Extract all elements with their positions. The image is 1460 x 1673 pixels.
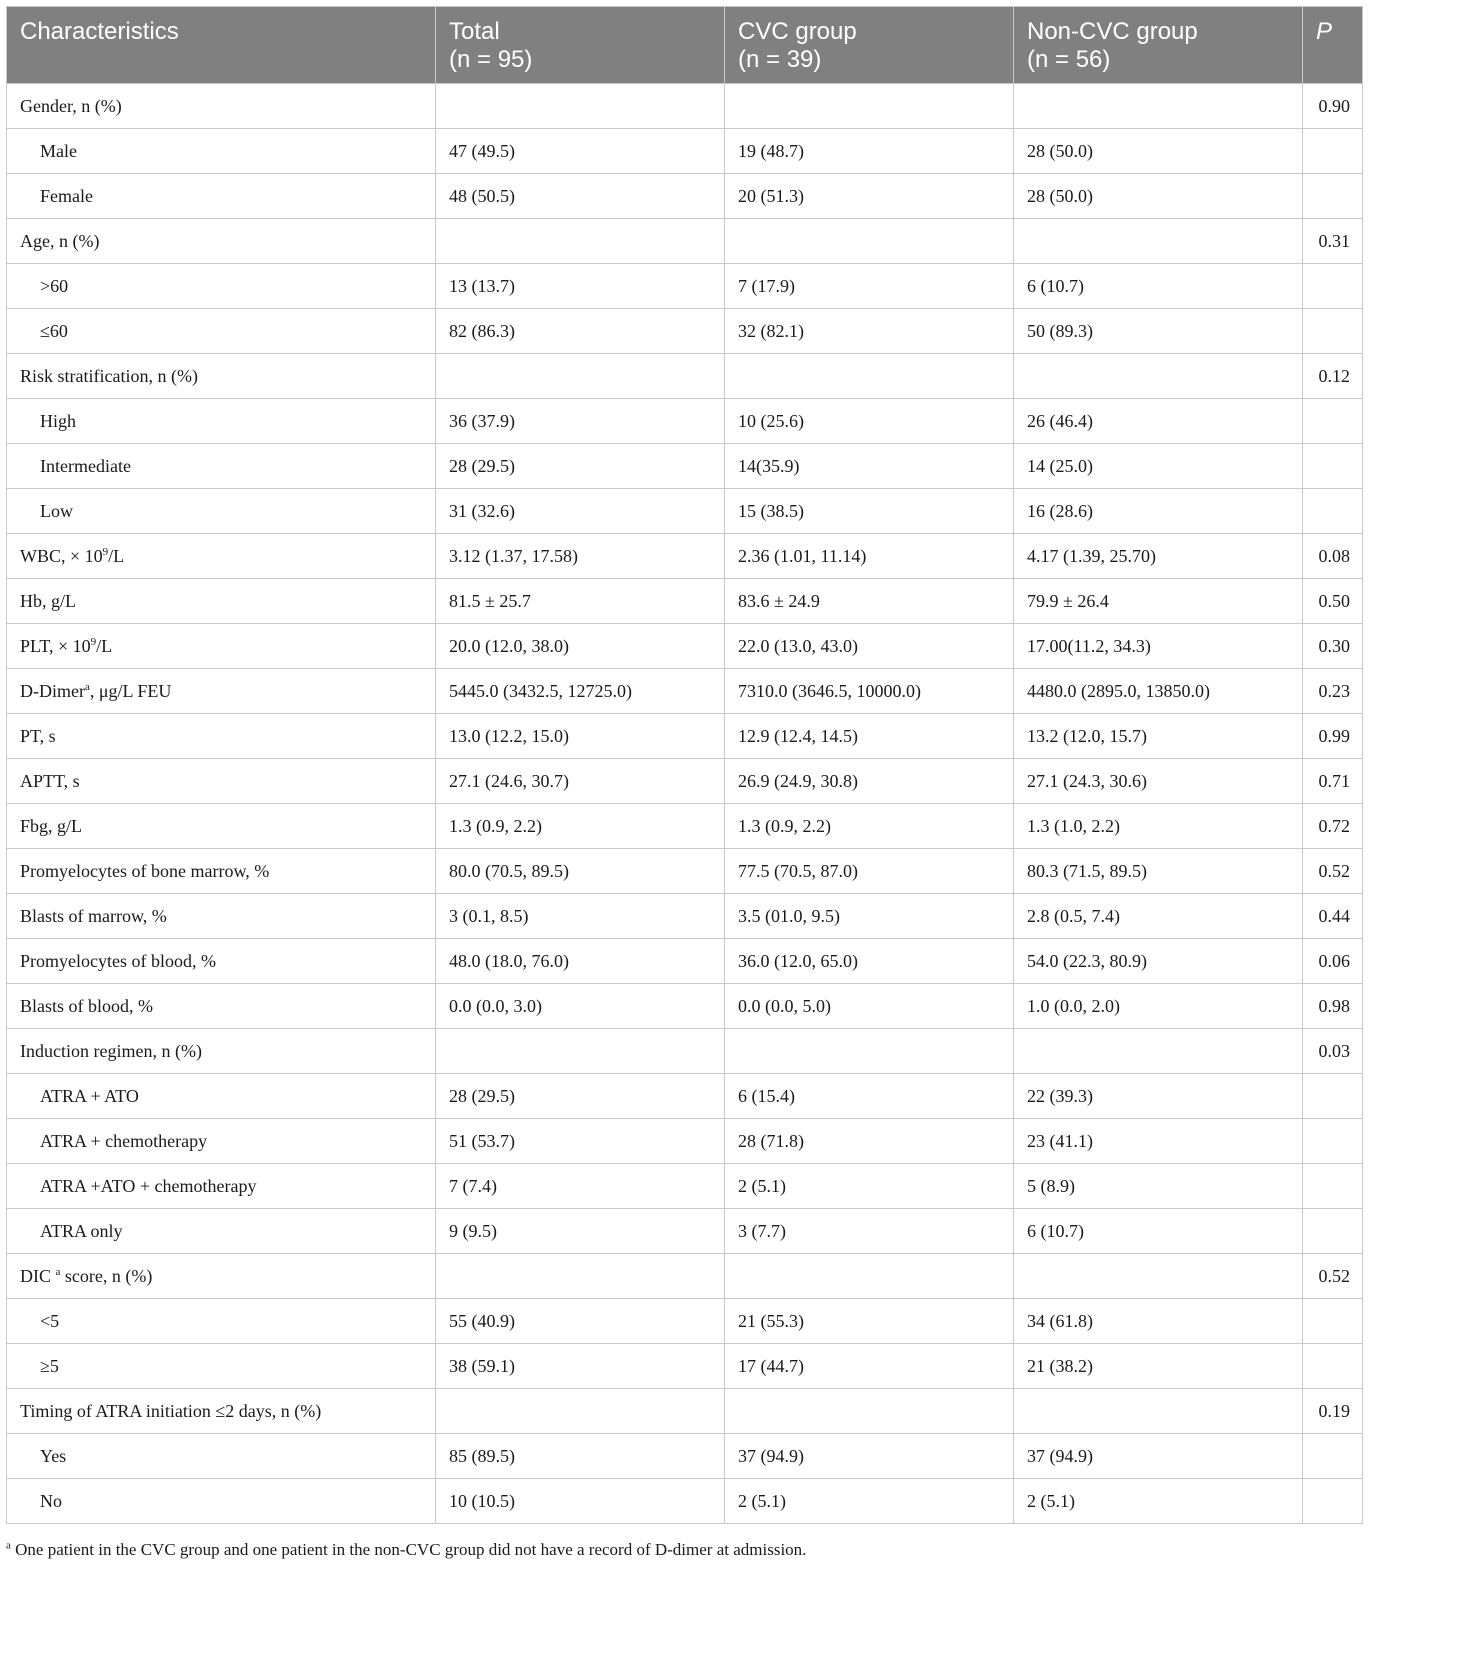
cell-non-cvc-group: 4480.0 (2895.0, 13850.0) xyxy=(1014,669,1303,714)
cell-p-value xyxy=(1303,1209,1363,1254)
row-label: Gender, n (%) xyxy=(7,84,436,129)
cell-non-cvc-group: 6 (10.7) xyxy=(1014,1209,1303,1254)
row-label xyxy=(7,624,436,669)
table-row xyxy=(7,579,1363,624)
header-p-value: P xyxy=(1303,7,1363,84)
table-row xyxy=(7,1209,1363,1254)
cell-cvc-group: 37 (94.9) xyxy=(725,1434,1014,1479)
row-label: Promyelocytes of blood, % xyxy=(7,939,436,984)
row-label: Hb, g/L xyxy=(7,579,436,624)
cell-non-cvc-group: 13.2 (12.0, 15.7) xyxy=(1014,714,1303,759)
cell-total xyxy=(436,354,725,399)
row-label: <5 xyxy=(7,1299,436,1344)
cell-non-cvc-group: 79.9 ± 26.4 xyxy=(1014,579,1303,624)
cell-total: 82 (86.3) xyxy=(436,309,725,354)
table-row xyxy=(7,1479,1363,1524)
cell-cvc-group xyxy=(725,354,1014,399)
cell-cvc-group: 10 (25.6) xyxy=(725,399,1014,444)
cell-total: 38 (59.1) xyxy=(436,1344,725,1389)
table-row xyxy=(7,1074,1363,1119)
cell-p-value: 0.44 xyxy=(1303,894,1363,939)
cell-non-cvc-group: 50 (89.3) xyxy=(1014,309,1303,354)
table-row xyxy=(7,1254,1363,1299)
row-label xyxy=(7,669,436,714)
table-row xyxy=(7,1389,1363,1434)
cell-p-value xyxy=(1303,1164,1363,1209)
cell-total xyxy=(436,84,725,129)
cell-non-cvc-group xyxy=(1014,1029,1303,1074)
cell-p-value xyxy=(1303,399,1363,444)
row-label-suffix: score, n (%) xyxy=(60,1265,153,1286)
cell-p-value: 0.71 xyxy=(1303,759,1363,804)
table-row xyxy=(7,264,1363,309)
cell-cvc-group xyxy=(725,1029,1014,1074)
cell-non-cvc-group: 28 (50.0) xyxy=(1014,174,1303,219)
cell-cvc-group: 22.0 (13.0, 43.0) xyxy=(725,624,1014,669)
cell-cvc-group: 19 (48.7) xyxy=(725,129,1014,174)
row-label: Low xyxy=(7,489,436,534)
cell-total xyxy=(436,1254,725,1299)
cell-cvc-group: 77.5 (70.5, 87.0) xyxy=(725,849,1014,894)
cell-total: 28 (29.5) xyxy=(436,444,725,489)
cell-p-value: 0.06 xyxy=(1303,939,1363,984)
table-row xyxy=(7,399,1363,444)
row-label: ATRA + ATO xyxy=(7,1074,436,1119)
row-label: Female xyxy=(7,174,436,219)
row-label: Age, n (%) xyxy=(7,219,436,264)
cell-p-value: 0.03 xyxy=(1303,1029,1363,1074)
row-label-superscript: 9 xyxy=(90,635,97,648)
cell-p-value: 0.23 xyxy=(1303,669,1363,714)
table-row xyxy=(7,1119,1363,1164)
cell-total: 85 (89.5) xyxy=(436,1434,725,1479)
cell-total: 7 (7.4) xyxy=(436,1164,725,1209)
footnote-mark: a xyxy=(6,1539,11,1552)
table-row xyxy=(7,1344,1363,1389)
table-row xyxy=(7,129,1363,174)
row-label: Yes xyxy=(7,1434,436,1479)
cell-non-cvc-group: 34 (61.8) xyxy=(1014,1299,1303,1344)
table-row xyxy=(7,309,1363,354)
cell-p-value xyxy=(1303,489,1363,534)
table-row xyxy=(7,759,1363,804)
cell-non-cvc-group: 6 (10.7) xyxy=(1014,264,1303,309)
cell-total: 13 (13.7) xyxy=(436,264,725,309)
table-row xyxy=(7,939,1363,984)
table-body xyxy=(7,84,1363,1524)
table-row xyxy=(7,894,1363,939)
cell-non-cvc-group: 21 (38.2) xyxy=(1014,1344,1303,1389)
header-cvc-name: CVC group xyxy=(738,18,857,45)
row-label-text: WBC, × 10 xyxy=(20,545,103,566)
cell-cvc-group: 17 (44.7) xyxy=(725,1344,1014,1389)
cell-p-value: 0.08 xyxy=(1303,534,1363,579)
row-label: No xyxy=(7,1479,436,1524)
cell-total: 48.0 (18.0, 76.0) xyxy=(436,939,725,984)
cell-total: 55 (40.9) xyxy=(436,1299,725,1344)
cell-p-value: 0.19 xyxy=(1303,1389,1363,1434)
row-label-superscript: 9 xyxy=(102,545,109,558)
cell-total: 1.3 (0.9, 2.2) xyxy=(436,804,725,849)
table-row xyxy=(7,489,1363,534)
cell-non-cvc-group: 2.8 (0.5, 7.4) xyxy=(1014,894,1303,939)
row-label: ATRA only xyxy=(7,1209,436,1254)
table-row xyxy=(7,804,1363,849)
cell-p-value: 0.50 xyxy=(1303,579,1363,624)
footnote-text: One patient in the CVC group and one patient in the non-CVC group did not have a record of D-dimer at admission. xyxy=(10,1540,807,1559)
row-label-suffix: /L xyxy=(96,635,113,656)
cell-non-cvc-group: 22 (39.3) xyxy=(1014,1074,1303,1119)
row-label: Male xyxy=(7,129,436,174)
cell-cvc-group: 14(35.9) xyxy=(725,444,1014,489)
cell-non-cvc-group xyxy=(1014,354,1303,399)
table-footnote xyxy=(6,1540,806,1560)
cell-non-cvc-group xyxy=(1014,84,1303,129)
cell-cvc-group: 6 (15.4) xyxy=(725,1074,1014,1119)
table-row xyxy=(7,984,1363,1029)
cell-p-value: 0.52 xyxy=(1303,849,1363,894)
characteristics-table xyxy=(6,6,1363,1524)
row-label: Timing of ATRA initiation ≤2 days, n (%) xyxy=(7,1389,436,1434)
table-header-row xyxy=(7,7,1363,84)
cell-non-cvc-group: 4.17 (1.39, 25.70) xyxy=(1014,534,1303,579)
row-label: ≤60 xyxy=(7,309,436,354)
table-row xyxy=(7,354,1363,399)
header-noncvc-n: (n = 56) xyxy=(1027,46,1111,73)
cell-total: 13.0 (12.2, 15.0) xyxy=(436,714,725,759)
row-label: Blasts of blood, % xyxy=(7,984,436,1029)
cell-cvc-group: 0.0 (0.0, 5.0) xyxy=(725,984,1014,1029)
cell-non-cvc-group: 2 (5.1) xyxy=(1014,1479,1303,1524)
cell-non-cvc-group xyxy=(1014,1389,1303,1434)
cell-cvc-group: 83.6 ± 24.9 xyxy=(725,579,1014,624)
table-row xyxy=(7,444,1363,489)
cell-p-value: 0.72 xyxy=(1303,804,1363,849)
table-row xyxy=(7,1164,1363,1209)
cell-cvc-group: 7310.0 (3646.5, 10000.0) xyxy=(725,669,1014,714)
cell-non-cvc-group: 5 (8.9) xyxy=(1014,1164,1303,1209)
cell-cvc-group: 32 (82.1) xyxy=(725,309,1014,354)
row-label: ≥5 xyxy=(7,1344,436,1389)
header-total xyxy=(436,7,725,84)
cell-total: 81.5 ± 25.7 xyxy=(436,579,725,624)
header-total-name: Total xyxy=(449,18,500,45)
cell-non-cvc-group: 27.1 (24.3, 30.6) xyxy=(1014,759,1303,804)
cell-total: 9 (9.5) xyxy=(436,1209,725,1254)
cell-total: 3.12 (1.37, 17.58) xyxy=(436,534,725,579)
cell-p-value xyxy=(1303,1479,1363,1524)
cell-cvc-group: 20 (51.3) xyxy=(725,174,1014,219)
row-label-text: DIC xyxy=(20,1265,56,1286)
row-label: Risk stratification, n (%) xyxy=(7,354,436,399)
cell-cvc-group: 3 (7.7) xyxy=(725,1209,1014,1254)
cell-p-value: 0.99 xyxy=(1303,714,1363,759)
cell-total: 0.0 (0.0, 3.0) xyxy=(436,984,725,1029)
row-label-suffix: /L xyxy=(108,545,125,566)
cell-total: 36 (37.9) xyxy=(436,399,725,444)
cell-total: 48 (50.5) xyxy=(436,174,725,219)
cell-cvc-group: 36.0 (12.0, 65.0) xyxy=(725,939,1014,984)
row-label: Induction regimen, n (%) xyxy=(7,1029,436,1074)
row-label-text: PLT, × 10 xyxy=(20,635,91,656)
table-row xyxy=(7,1434,1363,1479)
header-non-cvc-group xyxy=(1014,7,1303,84)
row-label: High xyxy=(7,399,436,444)
cell-total: 3 (0.1, 8.5) xyxy=(436,894,725,939)
table-row xyxy=(7,849,1363,894)
cell-non-cvc-group: 1.3 (1.0, 2.2) xyxy=(1014,804,1303,849)
cell-p-value: 0.90 xyxy=(1303,84,1363,129)
cell-cvc-group: 2.36 (1.01, 11.14) xyxy=(725,534,1014,579)
row-label xyxy=(7,1254,436,1299)
row-label-superscript: a xyxy=(84,680,90,693)
cell-total: 5445.0 (3432.5, 12725.0) xyxy=(436,669,725,714)
cell-cvc-group xyxy=(725,1254,1014,1299)
table-row xyxy=(7,219,1363,264)
row-label: ATRA +ATO + chemotherapy xyxy=(7,1164,436,1209)
cell-cvc-group: 2 (5.1) xyxy=(725,1164,1014,1209)
cell-cvc-group xyxy=(725,1389,1014,1434)
cell-cvc-group: 26.9 (24.9, 30.8) xyxy=(725,759,1014,804)
cell-non-cvc-group: 54.0 (22.3, 80.9) xyxy=(1014,939,1303,984)
cell-non-cvc-group: 16 (28.6) xyxy=(1014,489,1303,534)
cell-p-value xyxy=(1303,1434,1363,1479)
table-row xyxy=(7,714,1363,759)
cell-p-value xyxy=(1303,129,1363,174)
cell-cvc-group: 12.9 (12.4, 14.5) xyxy=(725,714,1014,759)
header-total-n: (n = 95) xyxy=(449,46,533,73)
header-cvc-n: (n = 39) xyxy=(738,46,822,73)
cell-p-value xyxy=(1303,444,1363,489)
cell-non-cvc-group: 26 (46.4) xyxy=(1014,399,1303,444)
row-label: >60 xyxy=(7,264,436,309)
row-label: Fbg, g/L xyxy=(7,804,436,849)
cell-non-cvc-group xyxy=(1014,219,1303,264)
cell-cvc-group: 15 (38.5) xyxy=(725,489,1014,534)
cell-non-cvc-group: 80.3 (71.5, 89.5) xyxy=(1014,849,1303,894)
cell-total: 80.0 (70.5, 89.5) xyxy=(436,849,725,894)
cell-non-cvc-group: 14 (25.0) xyxy=(1014,444,1303,489)
cell-p-value xyxy=(1303,1299,1363,1344)
cell-non-cvc-group: 17.00(11.2, 34.3) xyxy=(1014,624,1303,669)
cell-total: 20.0 (12.0, 38.0) xyxy=(436,624,725,669)
cell-p-value: 0.52 xyxy=(1303,1254,1363,1299)
row-label: Promyelocytes of bone marrow, % xyxy=(7,849,436,894)
row-label: Blasts of marrow, % xyxy=(7,894,436,939)
row-label-superscript: a xyxy=(55,1265,61,1278)
cell-p-value: 0.31 xyxy=(1303,219,1363,264)
table-row xyxy=(7,1299,1363,1344)
cell-p-value xyxy=(1303,309,1363,354)
row-label: APTT, s xyxy=(7,759,436,804)
header-characteristics: Characteristics xyxy=(7,7,436,84)
cell-total: 31 (32.6) xyxy=(436,489,725,534)
cell-cvc-group: 21 (55.3) xyxy=(725,1299,1014,1344)
cell-p-value xyxy=(1303,1344,1363,1389)
cell-non-cvc-group xyxy=(1014,1254,1303,1299)
cell-total: 51 (53.7) xyxy=(436,1119,725,1164)
table-row xyxy=(7,669,1363,714)
cell-total: 27.1 (24.6, 30.7) xyxy=(436,759,725,804)
cell-cvc-group: 28 (71.8) xyxy=(725,1119,1014,1164)
cell-total: 10 (10.5) xyxy=(436,1479,725,1524)
table-row xyxy=(7,1029,1363,1074)
cell-non-cvc-group: 1.0 (0.0, 2.0) xyxy=(1014,984,1303,1029)
table-row xyxy=(7,174,1363,219)
header-noncvc-name: Non-CVC group xyxy=(1027,18,1198,45)
cell-non-cvc-group: 28 (50.0) xyxy=(1014,129,1303,174)
cell-p-value: 0.12 xyxy=(1303,354,1363,399)
table-row xyxy=(7,624,1363,669)
row-label-text: D-Dimer xyxy=(20,680,85,701)
cell-cvc-group: 7 (17.9) xyxy=(725,264,1014,309)
cell-total: 47 (49.5) xyxy=(436,129,725,174)
cell-p-value xyxy=(1303,174,1363,219)
cell-p-value xyxy=(1303,264,1363,309)
cell-non-cvc-group: 37 (94.9) xyxy=(1014,1434,1303,1479)
row-label: ATRA + chemotherapy xyxy=(7,1119,436,1164)
header-cvc-group xyxy=(725,7,1014,84)
cell-p-value: 0.98 xyxy=(1303,984,1363,1029)
cell-p-value xyxy=(1303,1119,1363,1164)
row-label xyxy=(7,534,436,579)
row-label-suffix: , μg/L FEU xyxy=(89,680,172,701)
cell-p-value: 0.30 xyxy=(1303,624,1363,669)
cell-cvc-group xyxy=(725,219,1014,264)
cell-non-cvc-group: 23 (41.1) xyxy=(1014,1119,1303,1164)
cell-total: 28 (29.5) xyxy=(436,1074,725,1119)
row-label: Intermediate xyxy=(7,444,436,489)
cell-p-value xyxy=(1303,1074,1363,1119)
cell-total xyxy=(436,1029,725,1074)
cell-total xyxy=(436,1389,725,1434)
cell-cvc-group: 1.3 (0.9, 2.2) xyxy=(725,804,1014,849)
cell-cvc-group: 2 (5.1) xyxy=(725,1479,1014,1524)
table-row xyxy=(7,84,1363,129)
cell-cvc-group: 3.5 (01.0, 9.5) xyxy=(725,894,1014,939)
row-label: PT, s xyxy=(7,714,436,759)
cell-total xyxy=(436,219,725,264)
cell-cvc-group xyxy=(725,84,1014,129)
table-row xyxy=(7,534,1363,579)
